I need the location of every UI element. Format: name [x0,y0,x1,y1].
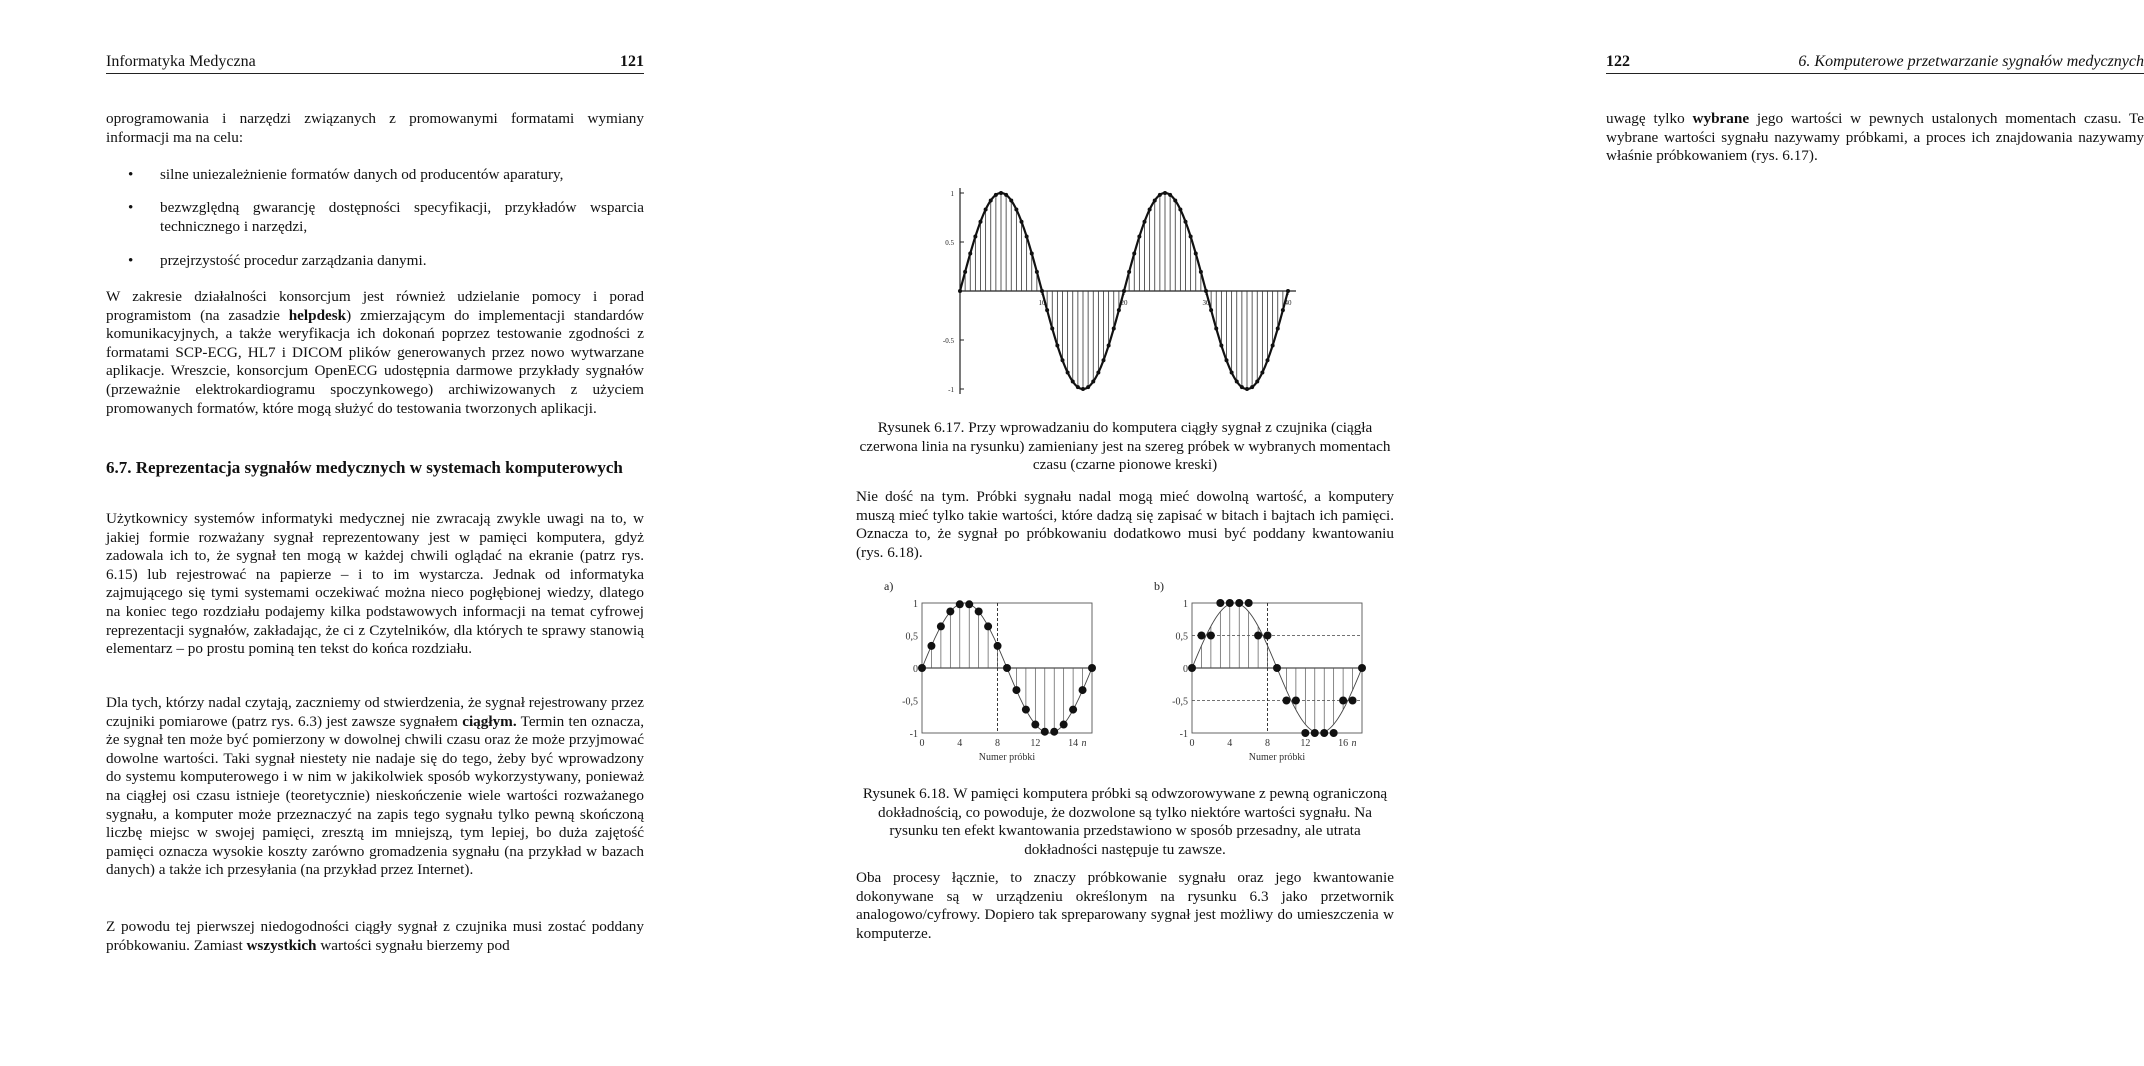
sample-point [975,607,983,615]
page-header [106,51,644,74]
page-number: 122 [1606,53,1630,70]
y-tick-label: 1 [950,190,954,198]
x-tick-label: n [1081,738,1087,749]
sample-point [1292,697,1300,705]
paragraph-samples: uwagę tylko wybrane jego wartości w pewnych ustalonych momentach czasu. Te wybrane wartości sygnału nazywamy próbkami, a proces ich znajdowania nazywamy właśnie próbkowaniem (rys. 6.17). [1606,110,2144,165]
sample-point [937,622,945,630]
sample-point [994,642,1002,650]
sample-point [1320,729,1328,737]
x-tick-label: 4 [957,738,963,749]
y-tick-label: 1 [1183,599,1188,610]
x-axis-label: Numer próbki [978,752,1036,763]
figure-6-18b-chart [1140,575,1380,770]
bullet-icon: • [128,166,134,183]
sample-point [1330,729,1338,737]
paragraph-users: Użytkownicy systemów informatyki medycznej nie zwracają zwykle uwagi na to, w jakiej formie rozważany sygnał reprezentowany jest w pamięci komputera, gdyż zadowala ich to, że sygnał ten mogą w każdej chwili oglądać na ekranie (patrz rys. 6.15) lub rejestrować na papierze – i to im wystarcza. Jednak od informatyka zajmującego się tymi systemami oczekiwać można nieco pogłębionej wiedzy, dlatego na koniec tego rozdziału podajemy kilka podstawowych informacji na temat cyfrowej reprezentacji sygnałów, zakładając, że ci z Czytelników, dla których te sprawy stanowią elementarz – po prostu pominą ten tekst do końca rozdziału. [106,510,644,658]
paragraph-adc: Oba procesy łącznie, to znaczy próbkowanie sygnału oraz jego kwantowanie dokonywane są w urządzeniu określonym na rysunku 6.3 jako przetwornik analogowo/cyfrowy. Dopiero tak spreparowany sygnał jest możliwy do umieszczenia w komputerze. [856,869,1394,942]
sample-point [1041,728,1049,736]
x-tick-label: 12 [1030,738,1041,749]
sample-point [1358,664,1366,672]
x-tick-label: 8 [995,738,1001,749]
figure-caption-6-18: Rysunek 6.18. W pamięci komputera próbki są odwzorowywane z pewną ograniczoną dokładnością, co powoduje, że dozwolone są tylko niektóre wartości sygnału. Na rysunku ten efekt kwantowania przedstawiono w sposób przesadny, ale utrata dokładności następuje tu zawsze. [862,785,1388,858]
page-header [1606,51,2144,74]
sample-point [1069,706,1077,714]
y-tick-label: -0,5 [902,696,918,708]
x-tick-label: 0 [919,738,925,749]
figure-6-17-chart [930,180,1320,405]
sample-point [1188,664,1196,672]
bullet-icon: • [128,252,134,269]
x-tick-label: 8 [1265,738,1271,749]
sample-point [1079,686,1087,694]
y-tick-label: -1 [909,729,918,740]
sample-point [965,600,973,608]
x-tick-label: 16 [1338,738,1349,749]
y-tick-label: 0,5 [905,631,918,643]
x-tick-label: 30 [1202,299,1210,307]
y-tick-label: 0.5 [945,239,954,247]
panel-label: a) [884,579,894,593]
sample-point [1031,721,1039,729]
bullet-icon: • [128,199,134,216]
sample-point [1254,632,1262,640]
sample-point [1264,632,1272,640]
sample-point [1012,686,1020,694]
y-tick-label: 0,5 [1175,631,1188,643]
running-title: 6. Komputerowe przetwarzanie sygnałów medycznych [1798,53,2144,70]
page-number: 121 [620,53,644,70]
paragraph-quantization: Nie dość na tym. Próbki sygnału nadal mogą mieć dowolną wartość, a komputery muszą mieć tylko takie wartości, które dadzą się zapisać w bitach i bajtach ich pamięci. Oznacza to, że sygnał po próbkowaniu dodatkowo musi być poddany kwantowaniu (rys. 6.18). [856,488,1394,561]
y-tick-label: -1 [948,386,954,394]
x-tick-label: 4 [1227,738,1233,749]
sample-point [1282,697,1290,705]
panel-label: b) [1154,579,1164,593]
x-tick-label: 0 [1189,738,1195,749]
sample-point [927,642,935,650]
intro-paragraph: oprogramowania i narzędzi związanych z promowanymi formatami wymiany informacji ma na celu: [106,110,644,146]
sample-point [918,664,926,672]
figure-caption-6-17: Rysunek 6.17. Przy wprowadzaniu do komputera ciągły sygnał z czujnika (ciągła czerwona linia na rysunku) zamieniany jest na szereg próbek w wybranych momentach czasu (czarne pionowe kreski) [859,419,1391,474]
sample-point [1197,632,1205,640]
x-axis-label: Numer próbki [1248,752,1306,763]
paragraph-sampling: Z powodu tej pierwszej niedogodności ciągły sygnał z czujnika musi zostać poddany próbkowaniu. Zamiast wszystkich wartości sygnału bierzemy pod [106,918,644,954]
sample-point [1235,599,1243,607]
x-tick-label: 40 [1284,299,1292,307]
sample-point [1088,664,1096,672]
sample-point [956,600,964,608]
y-tick-label: -0.5 [942,337,954,345]
sample-point [1022,706,1030,714]
y-tick-label: -0,5 [1172,696,1188,708]
sample-point [984,622,992,630]
sample-point [1003,664,1011,672]
paragraph-consortium: W zakresie działalności konsorcjum jest również udzielanie pomocy i porad programistom (na zasadzie helpdesk) zmierzającym do implementacji standardów komunikacyjnych, a także weryfikacja ich dokonań poprzez testowanie zgodności z formatami SCP-ECG, HL7 i DICOM plików generowanych przez nowo wytwarzane aplikacje. Wreszcie, konsorcjum OpenECG udostępnia darmowe przykłady sygnałów (przeważnie elektrokardiogramu spoczynkowego) archiwizowanych z użyciem promowanych formatów, które mogą służyć do testowania tworzonych aplikacji. [106,288,645,417]
sample-point [1060,721,1068,729]
sample-point [1245,599,1253,607]
y-tick-label: -1 [1179,729,1188,740]
sample-point [1273,664,1281,672]
sample-point [1311,729,1319,737]
y-tick-label: 1 [913,599,918,610]
running-title: Informatyka Medyczna [106,53,256,70]
figure-6-18a-chart [870,575,1110,770]
sample-point [1301,729,1309,737]
sample-point [1207,632,1215,640]
sample-point [1050,728,1058,736]
y-tick-label: 0 [913,664,918,675]
paragraph-continuous: Dla tych, którzy nadal czytają, zaczniemy od stwierdzenia, że sygnał rejestrowany przez czujniki pomiarowe (patrz rys. 6.3) jest zawsze sygnałem ciągłym. Termin ten oznacza, że sygnał ten może być pomierzony w dowolnej chwili czasu oraz że może przyjmować dowolne wartości. Taki sygnał niestety nie nadaje się do tego, żeby być wprowadzony do systemu komputerowego i w nim w jakikolwiek sposób wykorzystywany, ponieważ na ciągłej osi czasu istnieje (teoretycznie) nieskończenie wiele wartości rozważanego sygnału, a komputer może przeznaczyć na zapis tego sygnału tylko pewną skończoną liczbę miejsc w swojej pamięci, zresztą im mniejszą, tym lepiej, bo duża zajętość pamięci oznacza wysokie koszty zarówno gromadzenia sygnału (na przykład w bazach danych) a także ich przesyłania (na przykład przez Internet). [106,694,644,879]
x-tick-label: 20 [1120,299,1128,307]
left-page: Informatyka Medyczna 121 oprogramowania i narzędzi związanych z promowanymi formatami wymiany informacji ma na celu: • silne uniezależnienie formatów danych od producentów aparatury, • bezwzględną gwarancję dostępności specyfikacji, przykładów wsparcia technicznego i narzędzi, • przejrzystość procedur zarządzania danymi. W zakresie działalności konsorcjum jest również udzielanie pomocy i porad programistom (na zasadzie helpdesk) zmierzającym do implementacji standardów komunikacyjnych, a także weryfikacja ich dokonań poprzez testowanie zgodności z formatami SCP-ECG, HL7 i DICOM plików generowanych przez nowo wytwarzane aplikacje. Wreszcie, konsorcjum OpenECG udostępnia darmowe przykłady sygnałów (przeważnie elektrokardiogramu spoczynkowego) archiwizowanych z użyciem promowanych formatów, które mogą służyć do testowania tworzonych aplikacji. 6.7. Reprezentacja sygnałów medycznych w systemach komputerowych Użytkownicy systemów informatyki medycznej nie zwracają zwykle uwagi na to, w jakiej formie rozważany sygnał reprezentowany jest w pamięci komputera, gdyż zadowala ich to, że sygnał ten mogą w każdej chwili oglądać na ekranie (patrz rys. 6.15) lub rejestrować na papierze – i to im wystarcza. Jednak od informatyka zajmującego się tymi systemami oczekiwać można nieco pogłębionej wiedzy, dlatego na koniec tego rozdziału podajemy kilka podstawowych informacji na temat cyfrowej reprezentacji sygnałów, zakładając, że ci z Czytelników, dla których te sprawy stanowią elementarz – po prostu pominą ten tekst do końca rozdziału. Dla tych, którzy nadal czytają, zaczniemy od stwierdzenia, że sygnał rejestrowany przez czujniki pomiarowe (patrz rys. 6.3) jest zawsze sygnałem ciągłym. Termin ten oznacza, że sygnał ten może być pomierzony w dowolnej chwili czasu oraz że może przyjmować dowolne wartości. Taki sygnał niestety nie nadaje się do tego, żeby być wprowadzony do systemu komputerowego i w nim w jakikolwiek sposób wykorzystywany, ponieważ na ciągłej osi czasu istnieje (teoretycznie) nieskończenie wiele wartości rozważanego sygnału, a komputer może przeznaczyć na zapis tego sygnału tylko pewną skończoną liczbę miejsc w swojej pamięci, zresztą im mniejszą, tym lepiej, bo duża zajętość pamięci oznacza wysokie koszty zarówno gromadzenia sygnału (na przykład w bazach danych) a także ich przesyłania (na przykład przez Internet). Z powodu tej pierwszej niedogodności ciągły sygnał z czujnika musi zostać poddany próbkowaniu. Zamiast wszystkich wartości sygnału bierzemy pod [106,53,645,954]
sample-point [1226,599,1234,607]
sample-point [1216,599,1224,607]
x-tick-label: 10 [1038,299,1046,307]
sample-point [946,607,954,615]
x-tick-label: n [1351,738,1357,749]
x-tick-label: 12 [1300,738,1311,749]
sample-point [1339,697,1347,705]
section-heading: 6.7. Reprezentacja sygnałów medycznych w systemach komputerowych [106,458,623,477]
x-tick-label: 14 [1068,738,1079,749]
y-tick-label: 0 [1183,664,1188,675]
sample-point [1349,697,1357,705]
